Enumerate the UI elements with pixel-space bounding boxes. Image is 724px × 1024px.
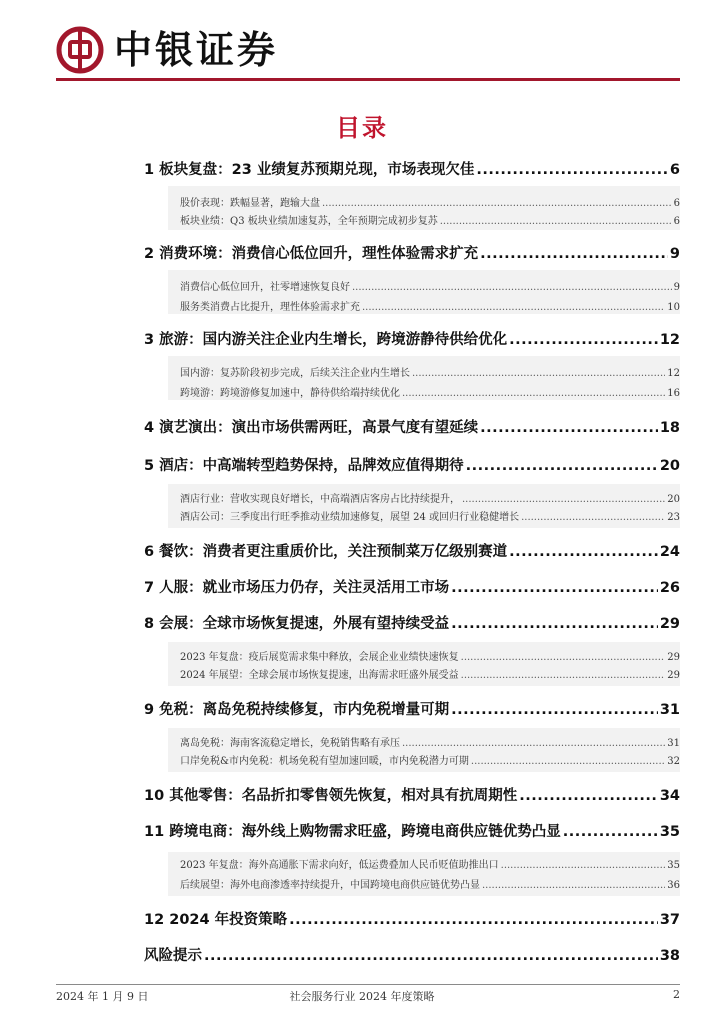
toc-title: 目录 [336, 114, 388, 142]
toc-entry[interactable]: 12 2024 年投资策略 ..... 37 [144, 908, 680, 929]
header-divider [56, 78, 680, 81]
toc-subentry[interactable]: 口岸免税&市内免税：机场免税有望加速回暖，市内免税潜力可期 ..... 32 [180, 752, 680, 767]
toc-subentry[interactable]: 后续展望：海外电商渗透率持续提升，中国跨境电商供应链优势凸显 ..... 36 [180, 876, 680, 891]
page-header [0, 0, 724, 92]
toc-subentry[interactable]: 2023 年复盘：疫后展览需求集中释放，会展企业业绩快速恢复 ..... 29 [180, 648, 680, 663]
footer-page-number: 2 [673, 988, 680, 1001]
toc-entry[interactable]: 4 演艺演出：演出市场供需两旺，高景气度有望延续 ..... 18 [144, 416, 680, 437]
toc-subentry[interactable]: 股价表现：跌幅显著，跑输大盘 ..... 6 [180, 194, 680, 209]
toc-entry[interactable]: 1 板块复盘：23 业绩复苏预期兑现，市场表现欠佳 ..... 6 [144, 158, 680, 179]
toc-entry[interactable]: 7 人服：就业市场压力仍存，关注灵活用工市场 ..... 26 [144, 576, 680, 597]
toc-subentry[interactable]: 酒店公司：三季度出行旺季推动业绩加速修复，展望 24 或回归行业稳健增长 ..... 23 [180, 508, 680, 523]
toc-entry[interactable]: 5 酒店：中高端转型趋势保持，品牌效应值得期待 ..... 20 [144, 454, 680, 475]
toc-subentry[interactable]: 国内游：复苏阶段初步完成，后续关注企业内生增长 ..... 12 [180, 364, 680, 379]
toc-subentry[interactable]: 板块业绩：Q3 板块业绩加速复苏，全年预期完成初步复苏 ..... 6 [180, 212, 680, 227]
toc-subentry[interactable]: 2023 年复盘：海外高通胀下需求向好，低运费叠加人民币贬值助推出口 ..... 35 [180, 856, 680, 871]
bank-of-china-logo-icon [56, 26, 104, 74]
toc-subentry[interactable]: 消费信心低位回升，社零增速恢复良好 ..... 9 [180, 278, 680, 293]
brand-name: 中银证券 [114, 28, 279, 72]
toc-entry[interactable]: 9 免税：离岛免税持续修复，市内免税增量可期 ..... 31 [144, 698, 680, 719]
toc-subentry[interactable]: 酒店行业：营收实现良好增长，中高端酒店客房占比持续提升， ..... 20 [180, 490, 680, 505]
toc-entry[interactable]: 3 旅游：国内游关注企业内生增长，跨境游静待供给优化 ..... 12 [144, 328, 680, 349]
toc-entry[interactable]: 8 会展：全球市场恢复提速，外展有望持续受益 ..... 29 [144, 612, 680, 633]
toc-entry[interactable]: 11 跨境电商：海外线上购物需求旺盛，跨境电商供应链优势凸显 ..... 35 [144, 820, 680, 841]
toc-entry[interactable]: 10 其他零售：名品折扣零售领先恢复，相对具有抗周期性 ..... 34 [144, 784, 680, 805]
toc-subentry[interactable]: 跨境游：跨境游修复加速中，静待供给端持续优化 ..... 16 [180, 384, 680, 399]
toc-entry[interactable]: 2 消费环境：消费信心低位回升，理性体验需求扩充 ..... 9 [144, 242, 680, 263]
toc-subentry[interactable]: 2024 年展望：全球会展市场恢复提速，出海需求旺盛外展受益 ..... 29 [180, 666, 680, 681]
footer-report-title: 社会服务行业 2024 年度策略 [289, 990, 435, 1003]
footer-date: 2024 年 1 月 9 日 [56, 990, 149, 1003]
toc-entry[interactable]: 6 餐饮：消费者更注重质价比，关注预制菜万亿级别赛道 ..... 24 [144, 540, 680, 561]
toc-entry[interactable]: 风险提示 ..... 38 [144, 944, 680, 965]
toc-subentry[interactable]: 服务类消费占比提升，理性体验需求扩充 ..... 10 [180, 298, 680, 313]
footer-divider [56, 984, 680, 985]
toc-subentry[interactable]: 离岛免税：海南客流稳定增长，免税销售略有承压 ..... 31 [180, 734, 680, 749]
